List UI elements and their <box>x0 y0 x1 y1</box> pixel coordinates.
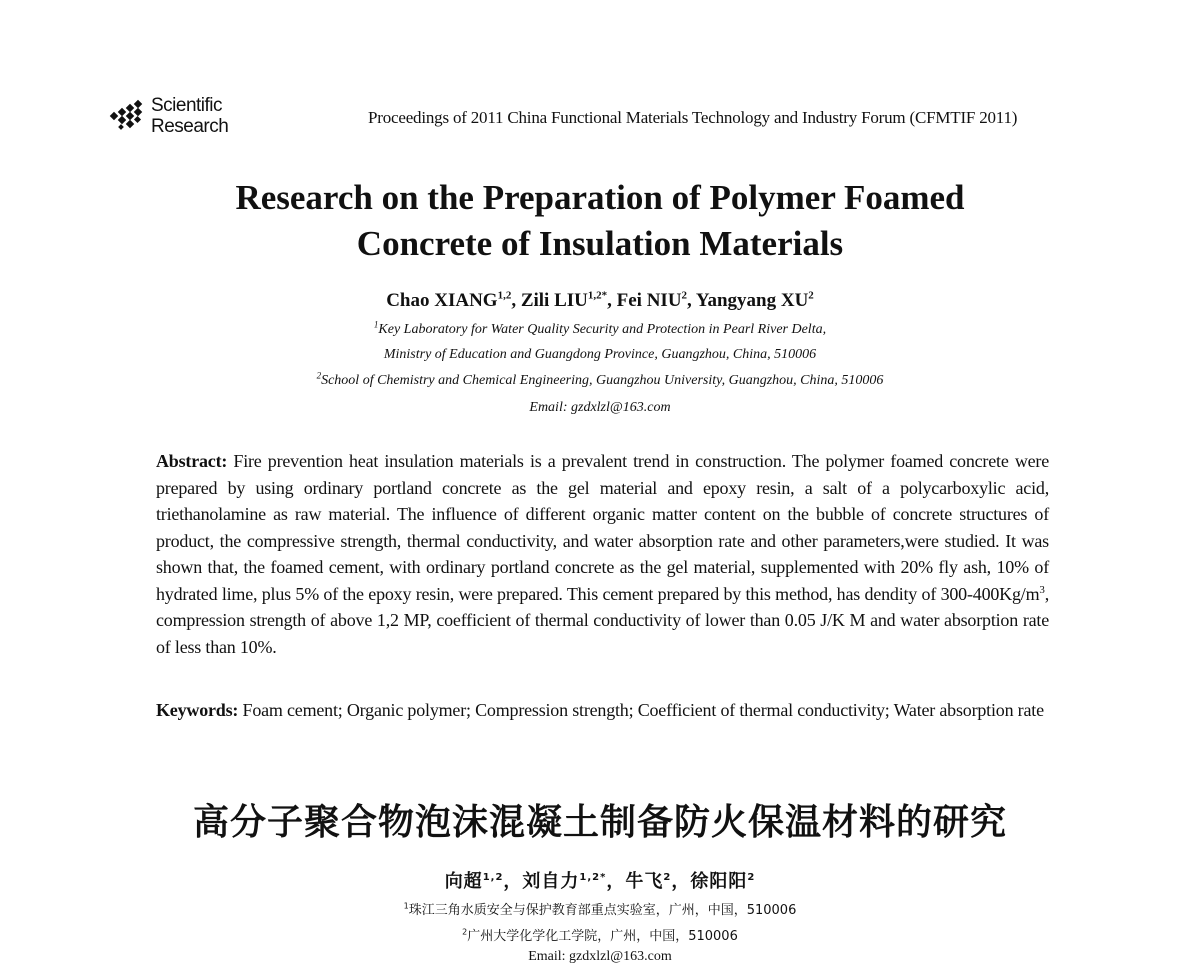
diamond-dots-icon <box>108 99 148 133</box>
chinese-corresponding-email: Email: gzdxlzl@163.com <box>528 949 672 964</box>
paper-title-line-2: Concrete of Insulation Materials <box>356 224 844 263</box>
abstract-text-continued: , compression strength of above 1,2 MP, coefficient of thermal conductivity of lower than 0.05 J/K M and water absorption rate of less than 10%. <box>156 583 1049 657</box>
abstract-paragraph <box>156 448 1049 660</box>
affiliation-mark: 2 <box>316 370 322 381</box>
author-affiliation-mark: 2 <box>747 872 756 883</box>
chinese-affiliation-2 <box>0 925 1200 944</box>
chinese-author-name: 牛飞 <box>625 871 664 892</box>
affiliation-text: Key Laboratory for Water Quality Security and Protection in Pearl River Delta, <box>378 322 827 337</box>
chinese-affiliation-1 <box>0 899 1200 918</box>
affiliation-mark: 1 <box>373 319 379 330</box>
author-affiliation-mark: 1,2* <box>587 289 608 302</box>
abstract-text: Fire prevention heat insulation materials is a prevalent trend in construction. The polymer foamed concrete were prepared by using ordinary portland concrete as the gel material and epoxy resin, a salt of a polycarboxylic acid, triethanolamine as raw material. The influence of different organic matter content on the bubble of concrete structures of product, the compressive strength, thermal conductivity, and water absorption rate and other parameters,were studied. It was shown that, the foamed cement, with ordinary portland concrete as the gel material, supplemented with 20% fly ash, 10% of hydrated lime, plus 5% of the epoxy resin, were prepared. This cement prepared by this method, has dendity of 300-400Kg/m <box>156 451 1049 604</box>
affiliation-mark: 2 <box>462 927 468 937</box>
author-affiliation-mark: 1,2* <box>579 872 607 883</box>
chinese-author-name: 向超 <box>444 871 483 892</box>
keywords-paragraph <box>156 697 1049 723</box>
author-name: Zili LIU <box>520 290 588 311</box>
proceedings-header: Proceedings of 2011 China Functional Materials Technology and Industry Forum (CFMTIF 2011) <box>368 108 1018 127</box>
chinese-title: 高分子聚合物泡沫混凝土制备防火保温材料的研究 <box>192 802 1007 843</box>
corresponding-email: Email: gzdxlzl@163.com <box>529 400 671 415</box>
keywords-label: Keywords: <box>156 700 239 720</box>
keywords-text: Foam cement; Organic polymer; Compression strength; Coefficient of thermal conductivity; Water absorption rate <box>238 700 1044 720</box>
affiliation-1-line-2: Ministry of Education and Guangdong Province, Guangzhou, China, 510006 <box>383 347 817 362</box>
abstract-label: Abstract: <box>156 451 228 471</box>
chinese-author-name: 刘自力 <box>522 871 580 892</box>
affiliation-2 <box>0 370 1200 389</box>
logo-text-scientific: Scientific <box>151 95 223 116</box>
affiliation-text: 珠江三角水质安全与保护教育部重点实验室，广州，中国，510006 <box>408 903 797 918</box>
affiliation-text: 广州大学化学化工学院，广州，中国，510006 <box>467 929 738 944</box>
chinese-author-name: 徐阳阳 <box>690 871 748 892</box>
author-name: Fei NIU <box>616 290 682 311</box>
affiliation-1-line-1 <box>0 319 1200 338</box>
paper-title-line-1: Research on the Preparation of Polymer Foamed <box>235 178 965 217</box>
affiliation-mark: 1 <box>403 901 409 911</box>
author-affiliation-mark: 1,2 <box>497 289 512 302</box>
author-affiliation-mark: 1,2 <box>482 872 504 883</box>
author-affiliation-mark: 2 <box>808 289 814 302</box>
author-name: Chao XIANG <box>386 290 498 311</box>
affiliation-text: School of Chemistry and Chemical Engineering, Guangzhou University, Guangzhou, China, 510006 <box>321 373 884 388</box>
publisher-logo <box>108 95 248 141</box>
author-name: Yangyang XU <box>695 290 809 311</box>
logo-text-research: Research <box>151 116 229 137</box>
author-affiliation-mark: 2 <box>681 289 688 302</box>
abstract-superscript: 3 <box>1039 583 1045 596</box>
chinese-author-list: 向超$^{1,2}$，刘自力$^{1,2*}$，牛飞$^2$，徐阳阳$^2$ <box>444 871 756 892</box>
author-list: Chao XIANG$^{1,2}$, Zili $LIU^{1,2*}$, Fei NIU$^2$, Yangyang $XU^2$ <box>386 289 814 311</box>
author-affiliation-mark: 2 <box>663 872 672 883</box>
